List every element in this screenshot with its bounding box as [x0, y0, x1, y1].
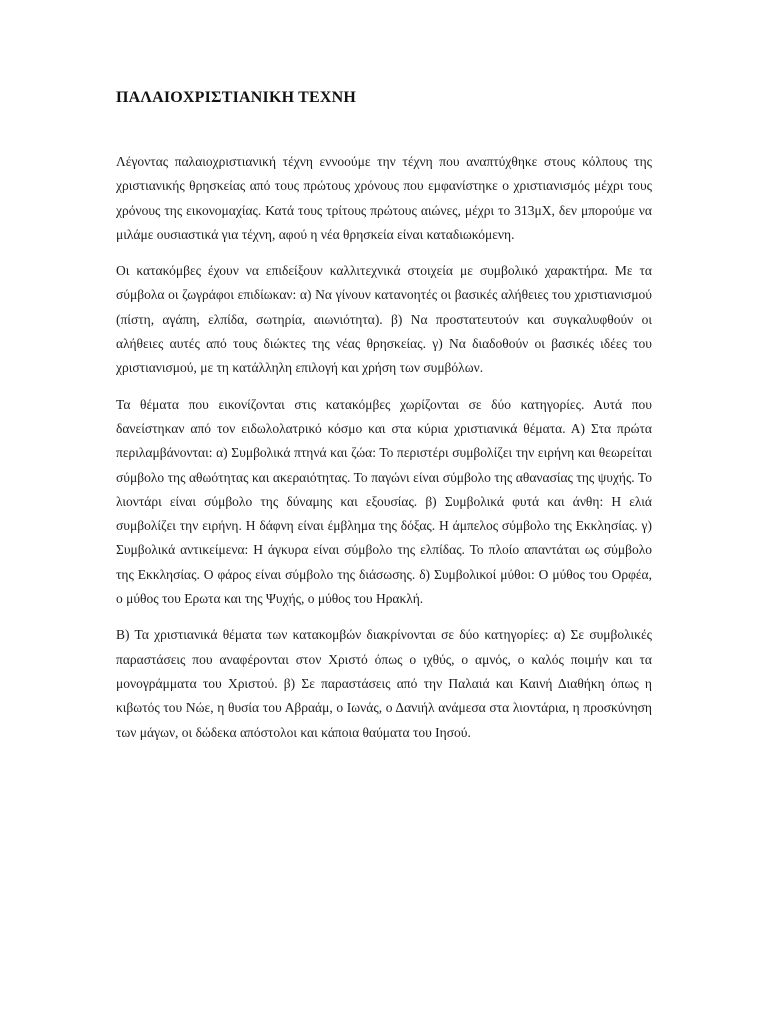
- paragraph-intro: Λέγοντας παλαιοχριστιανική τέχνη εννοούμε την τέχνη που αναπτύχθηκε στους κόλπους της χριστιανικής θρησκείας από τους πρώτους χρόνους που εμφανίστηκε ο χριστιανισμός μέχρι τους χρόνους της εικονομαχίας. Κατά τους τρίτους πρώτους αιώνες, μέχρι το 313μΧ, δεν μπορούμε να μιλάμε ουσιαστικά για τέχνη, αφού η νέα θρησκεία είναι καταδιωκόμενη.: [116, 154, 652, 242]
- paragraph-themes-pagan: Τα θέματα που εικονίζονται στις κατακόμβες χωρίζονται σε δύο κατηγορίες. Αυτά που δανείστηκαν από τον ειδωλολατρικό κόσμο και στα κύρια χριστιανικά θέματα. Α) Στα πρώτα περιλαμβάνονται: α) Συμβολικά πτηνά και ζώα: Το περιστέρι συμβολίζει την ειρήνη και θεωρείται σύμβολο της αθωότητας και ακεραιότητας. Το παγώνι είναι σύμβολο της αθανασίας της ψυχής. Το λιοντάρι είναι σύμβολο της δύναμης και εξουσίας. β) Συμβολικά φυτά και άνθη: Η ελιά συμβολίζει την ειρήνη. Η δάφνη είναι έμβλημα της δόξας. Η άμπελος σύμβολο της Εκκλησίας. γ) Συμβολικά αντικείμενα: Η άγκυρα είναι σύμβολο της ελπίδας. Το πλοίο απαντάται ως σύμβολο της Εκκλησίας. Ο φάρος είναι σύμβολο της διάσωσης. δ) Συμβολικοί μύθοι: Ο μύθος του Ορφέα, ο μύθος του Ερωτα και της Ψυχής, ο μύθος του Ηρακλή.: [116, 396, 652, 607]
- document-title: ΠΑΛΑΙΟΧΡΙΣΤΙΑΝΙΚΗ ΤΕΧΝΗ: [116, 89, 357, 106]
- paragraph-themes-christian: Β) Τα χριστιανικά θέματα των κατακομβών διακρίνονται σε δύο κατηγορίες: α) Σε συμβολικές παραστάσεις που αναφέρονται στον Χριστό όπως ο ιχθύς, ο αμνός, ο καλός ποιμήν και τα μονογράμματα του Χριστού. β) Σε παραστάσεις από την Παλαιά και Καινή Διαθήκη όπως η κιβωτός του Νώε, η θυσία του Αβραάμ, ο Ιωνάς, ο Δανιήλ ανάμεσα στα λιοντάρια, η προσκύνηση των μάγων, οι δώδεκα απόστολοι και κάποια θαύματα του Ιησού.: [116, 627, 652, 740]
- paragraph-catacombs-symbols: Οι κατακόμβες έχουν να επιδείξουν καλλιτεχνικά στοιχεία με συμβολικό χαρακτήρα. Με τα σύμβολα οι ζωγράφοι επιδίωκαν: α) Να γίνουν κατανοητές οι βασικές αλήθειες του χριστιανισμού (πίστη, αγάπη, ελπίδα, σωτηρία, αιωνιότητα). β) Να προστατευτούν και συγκαλυφθούν οι αλήθειες αυτές από τους διώκτες της νέας θρησκείας. γ) Να διαδοθούν οι βασικές ιδέες του χριστιανισμού, με τη κατάλληλη επιλογή και χρήση των συμβόλων.: [116, 263, 652, 376]
- document-body: [116, 150, 652, 757]
